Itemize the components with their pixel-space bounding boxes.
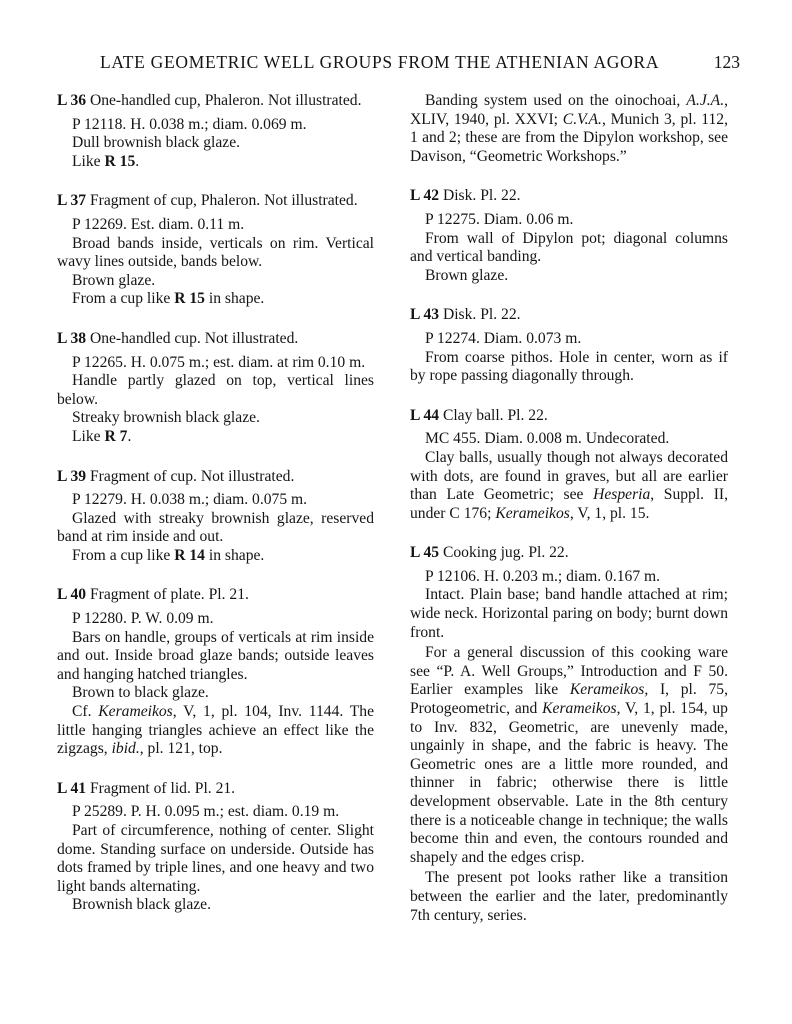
comparison-text-2: , V, 1, pl. 104, Inv. 1144. The little hanging triangles achieve an effect like the zigzags,	[57, 703, 374, 758]
entry-conclusion: The present pot looks rather like a transition between the earlier and the later, predominantly 7th century, series.	[410, 869, 728, 924]
entry-title: Cooking jug.	[442, 544, 525, 562]
description-text-3: , V, 1, pl. 15.	[569, 504, 650, 522]
comparison-end: .	[135, 152, 140, 170]
ref-kerameikos-2: Kerameikos	[542, 700, 617, 718]
entry-number: L 38	[57, 329, 87, 347]
entry-measurements: P 25289. P. H. 0.095 m.; est. diam. 0.19 m.	[72, 803, 340, 821]
ref-kerameikos-1: Kerameikos	[569, 681, 645, 699]
catalog-entry-l44	[410, 407, 728, 524]
ref-kerameikos: Kerameikos	[495, 504, 570, 522]
comparison-ref: R 7	[104, 427, 128, 445]
entry-number: L 43	[410, 306, 440, 324]
entry-title: Fragment of cup, Phaleron.	[89, 192, 261, 210]
entry-title: Fragment of lid.	[89, 779, 191, 797]
entry-glaze: Brownish black glaze.	[72, 896, 212, 914]
comparison-text: Like	[72, 152, 101, 170]
entry-illustration-note: Not illustrated.	[204, 329, 299, 347]
entry-number: L 44	[410, 406, 440, 424]
catalog-entry-l39	[57, 468, 374, 566]
entry-description: From wall of Dipylon pot; diagonal columns and vertical banding.	[410, 229, 728, 266]
entry-illustration-note: Not illustrated.	[264, 192, 358, 210]
entry-heading	[57, 586, 374, 605]
entry-plate: Pl. 22.	[507, 406, 548, 424]
comparison-ibid: ibid.	[111, 740, 140, 758]
entry-title: Disk.	[442, 187, 477, 205]
description-text-2: , Suppl. II, under C 176;	[410, 486, 728, 522]
comparison-ref: Kerameikos	[98, 703, 173, 721]
entry-measurements: P 12275. Diam. 0.06 m.	[425, 210, 574, 228]
entry-description: Broad bands inside, verticals on rim. Vertical wavy lines outside, bands below.	[57, 234, 374, 271]
entry-number: L 37	[57, 192, 87, 210]
entry-glaze: Brown glaze.	[72, 271, 156, 289]
entry-heading	[410, 187, 728, 206]
entry-comparison	[57, 153, 374, 172]
entry-title: Fragment of cup.	[89, 467, 197, 485]
entry-measurements: P 12274. Diam. 0.073 m.	[425, 329, 582, 347]
entry-measurements: P 12269. Est. diam. 0.11 m.	[72, 215, 245, 233]
entry-heading	[57, 468, 374, 487]
discussion-text: For a general discussion of this cooking ware see “P. A. Well Groups,” Introduction and F 50. Earlier examples like	[410, 644, 728, 699]
banding-aja: A.J.A.	[686, 92, 725, 109]
discussion-text-2: , I, pl. 75, Protogeometric, and	[410, 681, 728, 718]
left-column	[57, 92, 374, 936]
catalog-entry-l45	[410, 544, 728, 925]
entry-number: L 36	[57, 92, 87, 109]
comparison-end: .	[127, 427, 132, 445]
entry-measurements: P 12106. H. 0.203 m.; diam. 0.167 m.	[425, 567, 661, 585]
catalog-entry-l43	[410, 306, 728, 385]
banding-text: Banding system used on the oinochoai,	[425, 92, 681, 109]
entry-glaze: Streaky brownish black glaze.	[72, 409, 260, 427]
comparison-text: From a cup like	[72, 290, 171, 308]
ref-hesperia: Hesperia	[593, 486, 651, 504]
catalog-entry-l41	[57, 780, 374, 915]
catalog-entry-l42	[410, 187, 728, 285]
banding-paragraph	[410, 92, 728, 166]
comparison-text: From a cup like	[72, 546, 171, 564]
entry-description: Handle partly glazed on top, vertical lines below.	[57, 372, 374, 408]
banding-text-3: , Munich 3, pl. 112, 1 and 2; these are from the Dipylon workshop, see Davison, “Geometric Workshops.”	[410, 110, 729, 165]
entry-heading	[57, 780, 374, 799]
entry-measurements: P 12279. H. 0.038 m.; diam. 0.075 m.	[72, 491, 308, 509]
entry-plate: Pl. 22.	[528, 544, 569, 562]
banding-note	[410, 92, 728, 166]
right-column	[410, 92, 728, 946]
entry-description: Bars on handle, groups of verticals at rim inside and out. Inside broad glaze bands; outside leaves and hanging hatched triangles.	[57, 628, 374, 683]
comparison-end: , pl. 121, top.	[139, 740, 223, 758]
entry-heading	[57, 92, 374, 111]
entry-heading	[410, 544, 728, 563]
entry-comparison	[57, 703, 374, 759]
entry-plate: Pl. 21.	[208, 586, 249, 604]
entry-number: L 39	[57, 467, 87, 485]
catalog-entry-l37	[57, 192, 374, 309]
entry-comparison	[57, 428, 374, 447]
catalog-entry-l36	[57, 92, 374, 171]
entry-comparison	[57, 547, 374, 566]
banding-cva: C.V.A.	[562, 110, 602, 128]
entry-plate: Pl. 22.	[480, 306, 521, 324]
entry-heading	[410, 306, 728, 325]
entry-number: L 40	[57, 586, 87, 604]
comparison-text: Cf.	[72, 703, 92, 721]
catalog-entry-l38	[57, 330, 374, 447]
entry-number: L 45	[410, 544, 440, 562]
catalog-entry-l40	[57, 586, 374, 758]
entry-title: Fragment of plate.	[89, 586, 205, 604]
entry-description: Part of circumference, nothing of center. Slight dome. Standing surface on underside. Outside has dots framed by triple lines, and one heavy and two light bands alternating.	[57, 822, 374, 895]
entry-heading	[410, 407, 728, 426]
entry-title: One-handled cup.	[89, 329, 201, 347]
discussion-text-3: , V, 1, pl. 154, up to Inv. 832, Geometric, are unevenly made, ungainly in shape, and the fabric is heavy. The Geometric ones are a little more rounded, and thinner in fabric; otherwise there is little development observable. Late in the 8th century there is a noticeable change in technique; the walls become thin and even, the contours rounded and shapely and the edges crisp.	[410, 700, 728, 866]
comparison-ref: R 15	[104, 152, 136, 170]
entry-description: Intact. Plain base; band handle attached at rim; wide neck. Horizontal paring on body; burnt down front.	[410, 586, 728, 641]
entry-glaze: Dull brownish black glaze.	[72, 134, 241, 152]
description-text: Clay balls, usually though not always decorated with dots, are found in graves, but all are earlier than Late Geometric; see	[410, 448, 728, 504]
entry-number: L 41	[57, 779, 87, 797]
entry-measurements: P 12280. P. W. 0.09 m.	[72, 610, 214, 628]
entry-title: Clay ball.	[442, 406, 504, 424]
entry-title: One-handled cup, Phaleron.	[89, 92, 265, 109]
entry-heading	[57, 192, 374, 211]
entry-comparison	[57, 290, 374, 309]
comparison-ref: R 15	[174, 290, 205, 308]
comparison-text: Like	[72, 427, 101, 445]
entry-description: Glazed with streaky brownish glaze, reserved band at rim inside and out.	[57, 509, 374, 546]
page-number: 123	[713, 52, 740, 72]
entry-plate: Pl. 21.	[194, 779, 236, 797]
entry-illustration-note: Not illustrated.	[267, 92, 362, 109]
entry-illustration-note: Not illustrated.	[200, 467, 295, 485]
entry-glaze: Brown to black glaze.	[72, 684, 209, 702]
running-title: LATE GEOMETRIC WELL GROUPS FROM THE ATHENIAN AGORA	[100, 52, 660, 72]
entry-number: L 42	[410, 187, 440, 205]
entry-discussion	[410, 644, 728, 867]
comparison-end: in shape.	[208, 290, 265, 308]
entry-plate: Pl. 22.	[480, 187, 521, 205]
comparison-ref: R 14	[174, 546, 205, 564]
page-header	[100, 52, 760, 76]
entry-glaze: Brown glaze.	[425, 266, 509, 284]
entry-measurements: P 12265. H. 0.075 m.; est. diam. at rim 0.10 m.	[72, 353, 366, 371]
entry-measurements: P 12118. H. 0.038 m.; diam. 0.069 m.	[72, 115, 307, 133]
entry-description	[410, 449, 728, 523]
entry-title: Disk.	[442, 306, 477, 324]
entry-description: From coarse pithos. Hole in center, worn as if by rope passing diagonally through.	[410, 348, 728, 385]
entry-heading	[57, 330, 374, 349]
comparison-end: in shape.	[208, 546, 265, 564]
banding-text-2: , XLIV, 1940, pl. XXVI;	[410, 92, 728, 128]
entry-measurements: MC 455. Diam. 0.008 m. Undecorated.	[425, 430, 670, 448]
